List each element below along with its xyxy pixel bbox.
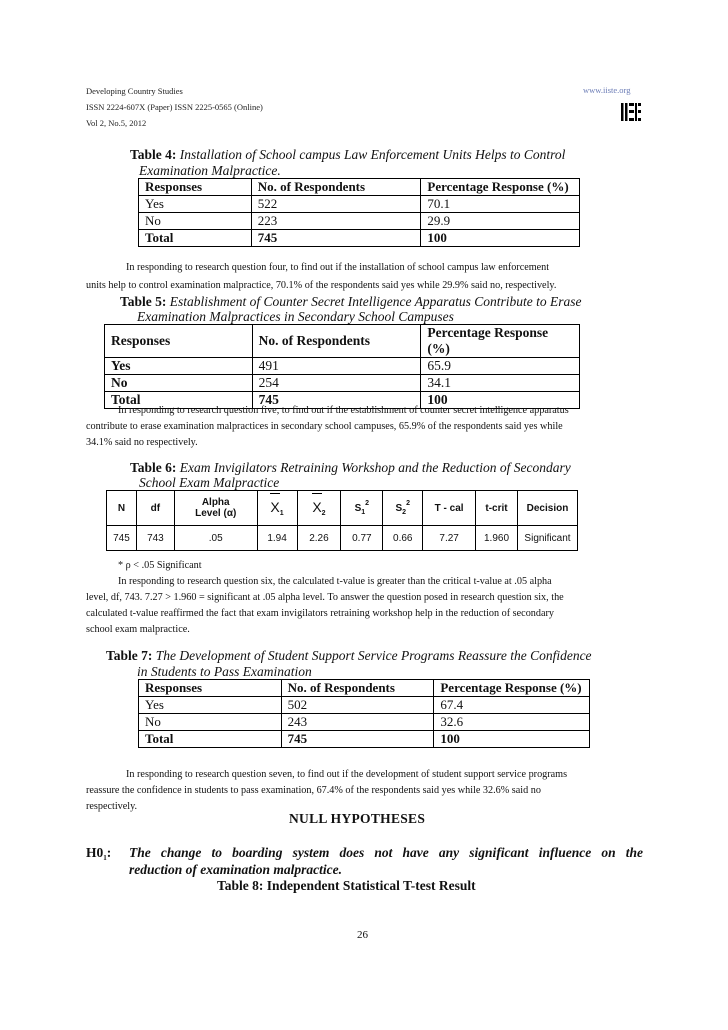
table6-title-line2: School Exam Malpractice [139, 475, 280, 490]
journal-name: Developing Country Studies [86, 86, 183, 96]
para5-line2: contribute to erase examination malpractices in secondary school campuses, 65.9% of the respondents said yes while [86, 421, 563, 432]
table4-title-line1: Installation of School campus Law Enforcement Units Helps to Control [179, 147, 566, 162]
para7-line1: In responding to research question seven, to find out if the development of student support service programs [126, 769, 568, 780]
table7-label: Table 7: [106, 648, 153, 663]
table6-label: Table 6: [130, 460, 177, 475]
table4-title-line2: Examination Malpractice. [139, 163, 281, 178]
para6-line3: calculated t-value reaffirmed the fact that exam invigilators retraining workshop help in the reduction of secondary [86, 608, 554, 619]
para6-line4: school exam malpractice. [86, 624, 190, 635]
table-row: Total 745 100 [139, 230, 580, 247]
table-header-row: N df Alpha Level (α) $X_1$ $X_2$ $S_1^2$ $S_2^2$ T - cal t-crit Decision [107, 491, 578, 526]
table-row: Total 745 100 [139, 731, 590, 748]
table7-title-line2: in Students to Pass Examination [137, 664, 312, 679]
table5 [104, 324, 580, 409]
para6-line2: level, df, 743. 7.27 > 1.960 = significant at .05 alpha level. To answer the question posed in research question six, the [86, 592, 564, 603]
table-row: No 243 32.6 [139, 714, 590, 731]
table4-caption [130, 147, 565, 163]
table5-caption [120, 294, 581, 310]
table5-label: Table 5: [120, 294, 167, 309]
table-header-row: Responses No. of Respondents Percentage Response (%) [139, 179, 580, 196]
para5-line3: 34.1% said no respectively. [86, 437, 198, 448]
table-row: Total 745 100 [105, 392, 580, 409]
para6-line1: In responding to research question six, the calculated t-value is greater than the critical t-value at .05 alpha [118, 576, 552, 587]
iiste-logo [620, 100, 642, 124]
table6 [106, 490, 578, 551]
table-header-row: Responses No. of Respondents Percentage Response (%) [105, 325, 580, 358]
table4 [138, 178, 580, 247]
para4-line1: In responding to research question four, to find out if the installation of school campus law enforcement [126, 262, 550, 273]
table7 [138, 679, 590, 748]
para7-line3: respectively. [86, 801, 138, 812]
table4-label: Table 4: [130, 147, 177, 162]
table7-caption [106, 648, 592, 664]
page-number: 26 [357, 929, 368, 941]
issn: ISSN 2224-607X (Paper) ISSN 2225-0565 (Online) [86, 102, 263, 112]
para5-line1: In responding to research question five, to find out if the establishment of counter secret intelligence apparatus [118, 405, 569, 416]
table-row: 745 743 .05 1.94 2.26 0.77 0.66 7.27 1.960 Significant [107, 526, 578, 551]
table7-title-line1: The Development of Student Support Service Programs Reassure the Confidence [155, 648, 592, 663]
para7-line2: reassure the confidence in students to pass examination, 67.4% of the respondents said yes while 32.6% said no [86, 785, 541, 796]
null-hypotheses-heading: NULL HYPOTHESES [289, 811, 426, 826]
table6-caption [130, 460, 571, 476]
table8-title: Table 8: Independent Statistical T-test Result [217, 878, 476, 893]
table-row: Yes 522 70.1 [139, 196, 580, 213]
h0-statement-line2: reduction of examination malpractice. [129, 862, 342, 877]
table-row: No 254 34.1 [105, 375, 580, 392]
table6-note: * ρ < .05 Significant [118, 560, 202, 571]
h0-statement-line1: The change to boarding system does not have any significant influence on the [129, 845, 643, 860]
table5-title-line1: Establishment of Counter Secret Intelligence Apparatus Contribute to Erase [169, 294, 582, 309]
h0-label: $H0_1$: [86, 845, 112, 862]
table5-title-line2: Examination Malpractices in Secondary School Campuses [137, 309, 454, 324]
table6-title-line1: Exam Invigilators Retraining Workshop and the Reduction of Secondary [179, 460, 571, 475]
table-row: Yes 502 67.4 [139, 697, 590, 714]
table-row: Yes 491 65.9 [105, 358, 580, 375]
para4-line2: units help to control examination malpractice, 70.1% of the respondents said yes while 29.9% said no, respectively. [86, 280, 557, 291]
table-row: No 223 29.9 [139, 213, 580, 230]
table-header-row: Responses No. of Respondents Percentage Response (%) [139, 680, 590, 697]
volume: Vol 2, No.5, 2012 [86, 118, 147, 128]
journal-url[interactable]: www.iiste.org [583, 85, 631, 95]
